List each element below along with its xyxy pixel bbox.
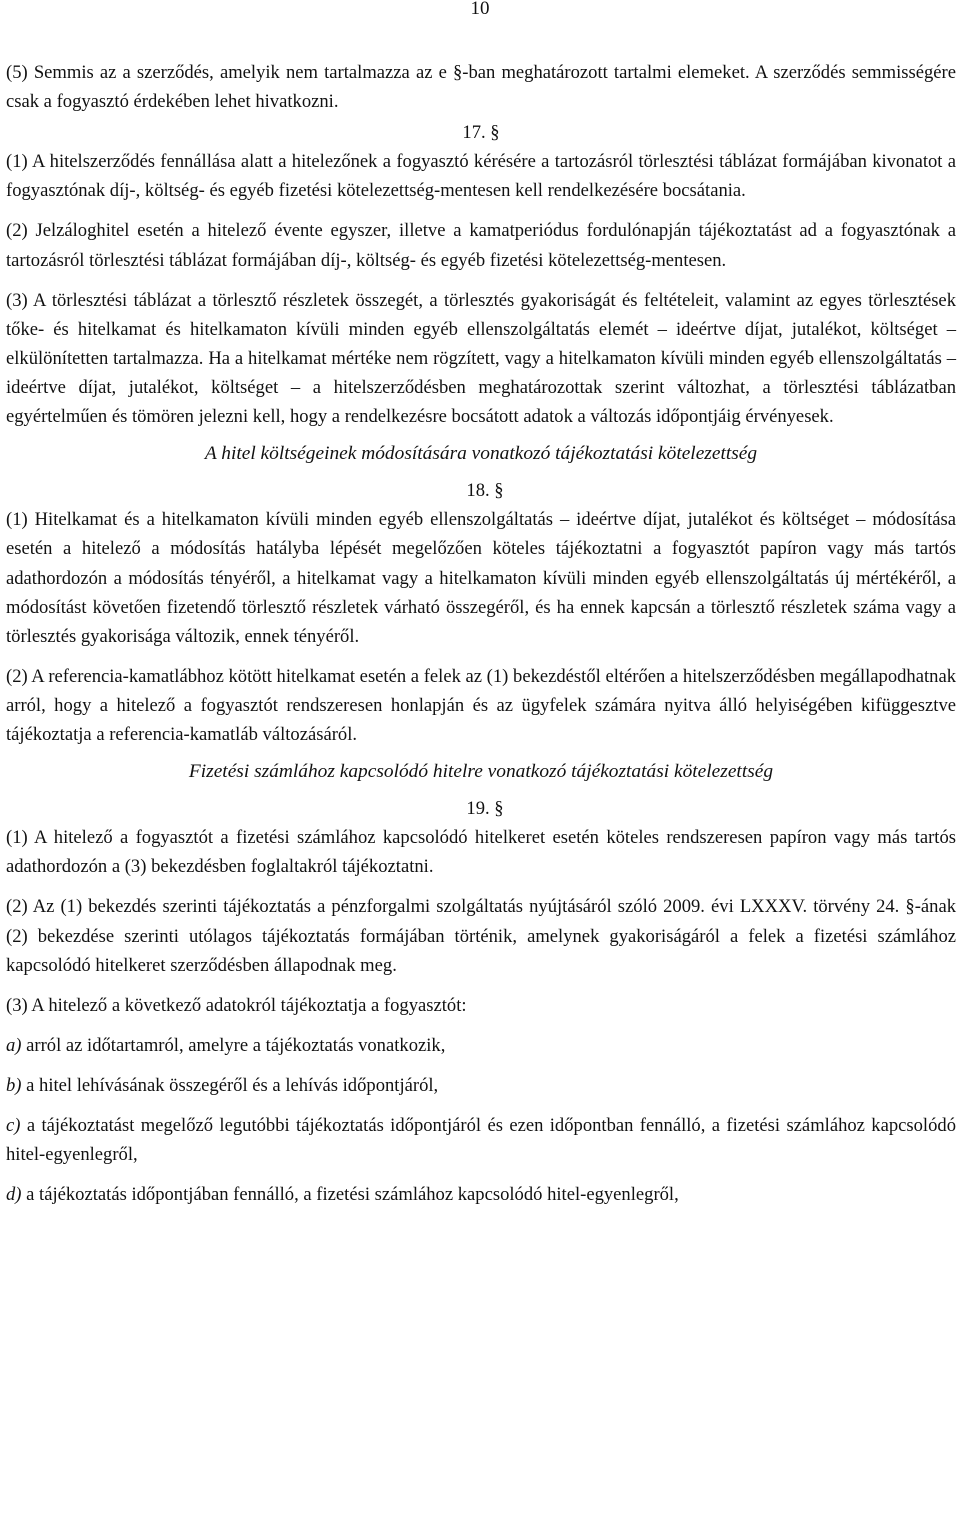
section-18-number: 18. § (466, 480, 504, 502)
heading-18: A hitel költségeinek módosítására vonatkozó tájékoztatási kötelezettség (204, 443, 758, 465)
list-text-c: a tájékoztatást megelőző legutóbbi tájékoztatás időpontjáról és ezen időpontban fennálló, a fizetési számlához kapcsolódó hitel-egyenlegről, (6, 1115, 956, 1166)
heading-19: Fizetési számlához kapcsolódó hitelre vonatkozó tájékoztatási kötelezettség (188, 761, 774, 783)
list-letter-b: b) (6, 1074, 22, 1096)
list-item-a (6, 1031, 956, 1060)
list-text-a: arról az időtartamról, amelyre a tájékoztatás vonatkozik, (21, 1034, 446, 1056)
list-letter-a: a) (6, 1034, 22, 1056)
paragraph-19-2: (2) Az (1) bekezdés szerinti tájékoztatás a pénzforgalmi szolgáltatás nyújtásáról szóló 2009. évi LXXXV. törvény 24. §-ának (2) bekezdése szerinti utólagos tájékoztatás formájában történik, amelynek gyakoriságáról a felek a fizetési számlához kapcsolódó hitelkeret szerződésben állapodnak meg. (6, 896, 956, 976)
list-letter-c: c) (6, 1115, 21, 1136)
paragraph-17-1: (1) A hitelszerződés fennállása alatt a hitelezőnek a fogyasztó kérésére a tartozásról törlesztési táblázat formájában kivonatot a fogyasztónak díj-, költség- és egyéb fizetési kötelezettség-mentesen kell rendelkezésére bocsátania. (6, 151, 956, 202)
paragraph-18-2: (2) A referencia-kamatlábhoz kötött hitelkamat esetén a felek az (1) bekezdéstől eltérően a hitelszerződésben megállapodhatnak arról, hogy a hitelező a fogyasztót rendszeresen honlapján és az ügyfelek számára nyitva álló helyiségében kifüggesztve tájékoztatja a referencia-kamatláb változásáról. (6, 665, 956, 745)
paragraph-19-3: (3) A hitelező a következő adatokról tájékoztatja a fogyasztót: (6, 994, 467, 1016)
paragraph-17-3: (3) A törlesztési táblázat a törlesztő részletek összegét, a törlesztés gyakoriságát és feltételeit, valamint az egyes törlesztések tőke- és hitelkamat és hitelkamaton kívüli minden egyéb ellenszolgáltatás elemét – ideértve díjat, jutalékot, költséget – elkülönítetten tartalmazza. Ha a hitelkamat mértéke nem rögzített, vagy a hitelkamaton kívüli minden egyéb ellenszolgáltatás – ideértve díjat, jutalékot, költséget – a hitelszerződésben meghatározottak szerint változhat, a törlesztési táblázatban egyértelműen és tömören jelezni kell, hogy a rendelkezésre bocsátott adatok a változás időpontjáig érvényesek. (6, 289, 956, 428)
paragraph-18-1: (1) Hitelkamat és a hitelkamaton kívüli minden egyéb ellenszolgáltatás – ideértve díjat, jutalékot és költséget – módosítása esetén a hitelező a módosítás hatályba lépését megelőzően köteles tájékoztatni a fogyasztót papíron vagy más tartós adathordozón a módosítás tényéről, a hitelkamat vagy a hitelkamaton kívüli minden egyéb ellenszolgáltatás új mértékéről, a módosítást követően fizetendő törlesztő részletek várható összegéről, és ha ennek kapcsán a törlesztő részletek száma vagy a törlesztés gyakorisága változik, ennek tényéről. (6, 509, 956, 647)
paragraph-16-5: (5) Semmis az a szerződés, amelyik nem tartalmazza az e §-ban meghatározott tartalmi elemeket. A szerződés semmisségére csak a fogyasztó érdekében lehet hivatkozni. (6, 62, 956, 113)
list-item-b (6, 1071, 956, 1100)
document-body (6, 58, 956, 1209)
list-text-d: a tájékoztatás időpontjában fennálló, a fizetési számlához kapcsolódó hitel-egyenlegről, (21, 1184, 679, 1206)
list-letter-d: d) (6, 1184, 22, 1206)
page-number: 10 (470, 0, 490, 19)
section-17-number: 17. § (462, 122, 500, 144)
list-item-c (6, 1111, 956, 1169)
list-text-b: a hitel lehívásának összegéről és a lehívás időpontjáról, (21, 1074, 439, 1096)
section-19-number: 19. § (466, 798, 504, 820)
list-item-d (6, 1180, 956, 1209)
paragraph-17-2: (2) Jelzáloghitel esetén a hitelező évente egyszer, illetve a kamatperiódus fordulónapján tájékoztatást ad a fogyasztónak a tartozásról törlesztési táblázat formájában díj-, költség- és egyéb fizetési kötelezettség-mentesen. (6, 220, 956, 271)
paragraph-19-1: (1) A hitelező a fogyasztót a fizetési számlához kapcsolódó hitelkeret esetén köteles rendszeresen papíron vagy más tartós adathordozón a (3) bekezdésben foglaltakról tájékoztatni. (6, 827, 956, 878)
